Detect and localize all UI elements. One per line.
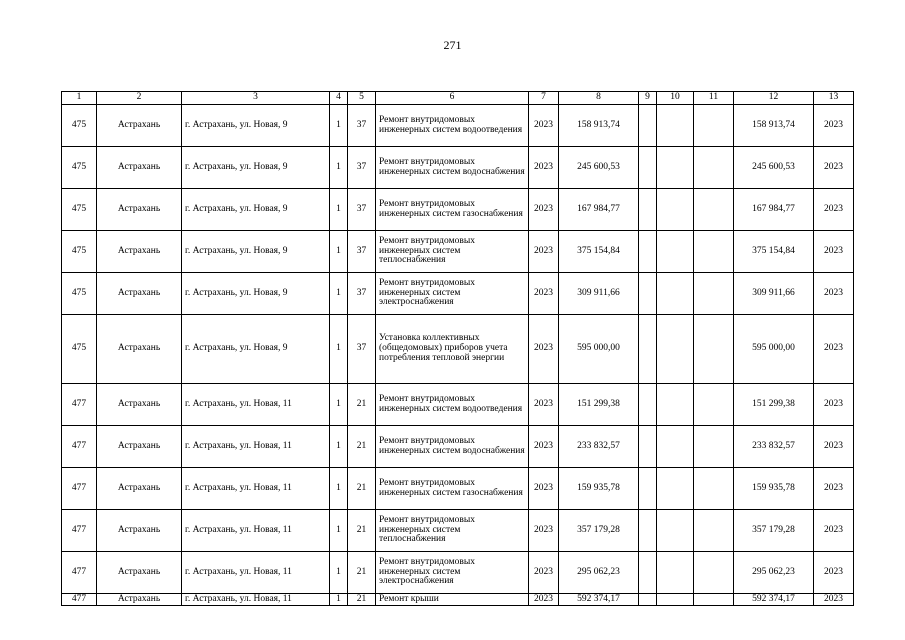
- work-type-cell: Ремонт внутридомовых инженерных систем теплоснабжения: [376, 231, 529, 273]
- work-type-cell: Ремонт внутридомовых инженерных систем газоснабжения: [376, 189, 529, 231]
- city-cell: Астрахань: [97, 384, 182, 426]
- total-cost-cell: 167 984,77: [734, 189, 814, 231]
- completion-year-cell: 2023: [814, 231, 854, 273]
- col9-cell: [639, 510, 657, 552]
- address-cell: г. Астрахань, ул. Новая, 11: [182, 510, 330, 552]
- row-number-cell: 477: [62, 594, 97, 606]
- column-header: 3: [182, 92, 330, 105]
- year-cell: 2023: [529, 147, 559, 189]
- total-cost-cell: 158 913,74: [734, 105, 814, 147]
- col11-cell: [694, 147, 734, 189]
- col5-cell: 37: [348, 273, 376, 315]
- completion-year-cell: 2023: [814, 552, 854, 594]
- address-cell: г. Астрахань, ул. Новая, 11: [182, 594, 330, 606]
- table-row: [62, 510, 854, 552]
- cost-cell: 158 913,74: [559, 105, 639, 147]
- col11-cell: [694, 384, 734, 426]
- table-row: [62, 594, 854, 606]
- col10-cell: [657, 468, 694, 510]
- cost-cell: 233 832,57: [559, 426, 639, 468]
- year-cell: 2023: [529, 189, 559, 231]
- row-number-cell: 477: [62, 552, 97, 594]
- row-number-cell: 475: [62, 231, 97, 273]
- col9-cell: [639, 273, 657, 315]
- col5-cell: 37: [348, 315, 376, 384]
- total-cost-cell: 233 832,57: [734, 426, 814, 468]
- column-header: 10: [657, 92, 694, 105]
- total-cost-cell: 595 000,00: [734, 315, 814, 384]
- column-header: 4: [330, 92, 348, 105]
- completion-year-cell: 2023: [814, 468, 854, 510]
- city-cell: Астрахань: [97, 273, 182, 315]
- address-cell: г. Астрахань, ул. Новая, 9: [182, 315, 330, 384]
- column-header: 11: [694, 92, 734, 105]
- table-row: [62, 273, 854, 315]
- column-header: 2: [97, 92, 182, 105]
- city-cell: Астрахань: [97, 426, 182, 468]
- column-header: 8: [559, 92, 639, 105]
- completion-year-cell: 2023: [814, 273, 854, 315]
- address-cell: г. Астрахань, ул. Новая, 9: [182, 189, 330, 231]
- table-row: [62, 384, 854, 426]
- row-number-cell: 477: [62, 384, 97, 426]
- completion-year-cell: 2023: [814, 189, 854, 231]
- cost-cell: 295 062,23: [559, 552, 639, 594]
- city-cell: Астрахань: [97, 189, 182, 231]
- total-cost-cell: 309 911,66: [734, 273, 814, 315]
- col10-cell: [657, 147, 694, 189]
- completion-year-cell: 2023: [814, 426, 854, 468]
- column-header: 1: [62, 92, 97, 105]
- col10-cell: [657, 552, 694, 594]
- total-cost-cell: 151 299,38: [734, 384, 814, 426]
- completion-year-cell: 2023: [814, 105, 854, 147]
- work-type-cell: Ремонт крыши: [376, 594, 529, 606]
- col11-cell: [694, 315, 734, 384]
- table-row: [62, 147, 854, 189]
- col11-cell: [694, 594, 734, 606]
- address-cell: г. Астрахань, ул. Новая, 11: [182, 468, 330, 510]
- page-number: 271: [443, 38, 462, 52]
- address-cell: г. Астрахань, ул. Новая, 11: [182, 552, 330, 594]
- cost-cell: 357 179,28: [559, 510, 639, 552]
- column-header: 12: [734, 92, 814, 105]
- column-header: 13: [814, 92, 854, 105]
- col4-cell: 1: [330, 510, 348, 552]
- col5-cell: 21: [348, 552, 376, 594]
- row-number-cell: 475: [62, 189, 97, 231]
- year-cell: 2023: [529, 594, 559, 606]
- row-number-cell: 477: [62, 510, 97, 552]
- work-type-cell: Ремонт внутридомовых инженерных систем водоотведения: [376, 384, 529, 426]
- table-body: [62, 105, 854, 606]
- cost-cell: 167 984,77: [559, 189, 639, 231]
- total-cost-cell: 245 600,53: [734, 147, 814, 189]
- col11-cell: [694, 468, 734, 510]
- col5-cell: 37: [348, 231, 376, 273]
- col9-cell: [639, 552, 657, 594]
- row-number-cell: 477: [62, 468, 97, 510]
- col9-cell: [639, 105, 657, 147]
- col10-cell: [657, 594, 694, 606]
- column-header: 7: [529, 92, 559, 105]
- col11-cell: [694, 426, 734, 468]
- cost-cell: 151 299,38: [559, 384, 639, 426]
- cost-cell: 245 600,53: [559, 147, 639, 189]
- cost-cell: 159 935,78: [559, 468, 639, 510]
- work-type-cell: Ремонт внутридомовых инженерных систем водоотведения: [376, 105, 529, 147]
- cost-cell: 309 911,66: [559, 273, 639, 315]
- completion-year-cell: 2023: [814, 510, 854, 552]
- city-cell: Астрахань: [97, 510, 182, 552]
- col11-cell: [694, 510, 734, 552]
- column-header: 9: [639, 92, 657, 105]
- row-number-cell: 475: [62, 105, 97, 147]
- work-type-cell: Ремонт внутридомовых инженерных систем газоснабжения: [376, 468, 529, 510]
- col5-cell: 21: [348, 426, 376, 468]
- col10-cell: [657, 384, 694, 426]
- col9-cell: [639, 147, 657, 189]
- year-cell: 2023: [529, 231, 559, 273]
- col10-cell: [657, 105, 694, 147]
- col5-cell: 37: [348, 147, 376, 189]
- address-cell: г. Астрахань, ул. Новая, 11: [182, 426, 330, 468]
- total-cost-cell: 159 935,78: [734, 468, 814, 510]
- cost-cell: 595 000,00: [559, 315, 639, 384]
- city-cell: Астрахань: [97, 552, 182, 594]
- col10-cell: [657, 273, 694, 315]
- col5-cell: 37: [348, 189, 376, 231]
- col11-cell: [694, 105, 734, 147]
- year-cell: 2023: [529, 273, 559, 315]
- total-cost-cell: 357 179,28: [734, 510, 814, 552]
- col9-cell: [639, 384, 657, 426]
- work-type-cell: Ремонт внутридомовых инженерных систем электроснабжения: [376, 273, 529, 315]
- row-number-cell: 475: [62, 147, 97, 189]
- address-cell: г. Астрахань, ул. Новая, 11: [182, 384, 330, 426]
- table-row: [62, 468, 854, 510]
- table-row: [62, 231, 854, 273]
- col9-cell: [639, 315, 657, 384]
- table-row: [62, 315, 854, 384]
- col4-cell: 1: [330, 189, 348, 231]
- city-cell: Астрахань: [97, 231, 182, 273]
- col4-cell: 1: [330, 147, 348, 189]
- address-cell: г. Астрахань, ул. Новая, 9: [182, 231, 330, 273]
- address-cell: г. Астрахань, ул. Новая, 9: [182, 273, 330, 315]
- col9-cell: [639, 594, 657, 606]
- row-number-cell: 475: [62, 315, 97, 384]
- col4-cell: 1: [330, 594, 348, 606]
- col4-cell: 1: [330, 384, 348, 426]
- col10-cell: [657, 426, 694, 468]
- col4-cell: 1: [330, 468, 348, 510]
- col5-cell: 21: [348, 594, 376, 606]
- col4-cell: 1: [330, 231, 348, 273]
- work-type-cell: Установка коллективных (общедомовых) приборов учета потребления тепловой энергии: [376, 315, 529, 384]
- year-cell: 2023: [529, 315, 559, 384]
- col4-cell: 1: [330, 273, 348, 315]
- col9-cell: [639, 189, 657, 231]
- work-type-cell: Ремонт внутридомовых инженерных систем электроснабжения: [376, 552, 529, 594]
- city-cell: Астрахань: [97, 594, 182, 606]
- city-cell: Астрахань: [97, 105, 182, 147]
- work-type-cell: Ремонт внутридомовых инженерных систем теплоснабжения: [376, 510, 529, 552]
- city-cell: Астрахань: [97, 315, 182, 384]
- table-row: [62, 105, 854, 147]
- col9-cell: [639, 468, 657, 510]
- year-cell: 2023: [529, 426, 559, 468]
- year-cell: 2023: [529, 105, 559, 147]
- row-number-cell: 475: [62, 273, 97, 315]
- column-header: 6: [376, 92, 529, 105]
- work-type-cell: Ремонт внутридомовых инженерных систем водоснабжения: [376, 147, 529, 189]
- completion-year-cell: 2023: [814, 384, 854, 426]
- col10-cell: [657, 315, 694, 384]
- cost-cell: 375 154,84: [559, 231, 639, 273]
- completion-year-cell: 2023: [814, 315, 854, 384]
- address-cell: г. Астрахань, ул. Новая, 9: [182, 147, 330, 189]
- year-cell: 2023: [529, 384, 559, 426]
- column-header: 5: [348, 92, 376, 105]
- table-row: [62, 552, 854, 594]
- total-cost-cell: 295 062,23: [734, 552, 814, 594]
- cost-cell: 592 374,17: [559, 594, 639, 606]
- address-cell: г. Астрахань, ул. Новая, 9: [182, 105, 330, 147]
- city-cell: Астрахань: [97, 147, 182, 189]
- col5-cell: 21: [348, 468, 376, 510]
- col4-cell: 1: [330, 552, 348, 594]
- table-row: [62, 426, 854, 468]
- header-row: [62, 92, 854, 105]
- col11-cell: [694, 189, 734, 231]
- col11-cell: [694, 273, 734, 315]
- completion-year-cell: 2023: [814, 147, 854, 189]
- completion-year-cell: 2023: [814, 594, 854, 606]
- col10-cell: [657, 510, 694, 552]
- work-type-cell: Ремонт внутридомовых инженерных систем водоснабжения: [376, 426, 529, 468]
- total-cost-cell: 592 374,17: [734, 594, 814, 606]
- col10-cell: [657, 189, 694, 231]
- year-cell: 2023: [529, 552, 559, 594]
- col5-cell: 21: [348, 384, 376, 426]
- col11-cell: [694, 552, 734, 594]
- col9-cell: [639, 231, 657, 273]
- city-cell: Астрахань: [97, 468, 182, 510]
- year-cell: 2023: [529, 468, 559, 510]
- row-number-cell: 477: [62, 426, 97, 468]
- col4-cell: 1: [330, 105, 348, 147]
- registry-table: [61, 91, 854, 606]
- col9-cell: [639, 426, 657, 468]
- col4-cell: 1: [330, 315, 348, 384]
- col5-cell: 21: [348, 510, 376, 552]
- year-cell: 2023: [529, 510, 559, 552]
- col5-cell: 37: [348, 105, 376, 147]
- total-cost-cell: 375 154,84: [734, 231, 814, 273]
- col10-cell: [657, 231, 694, 273]
- table-row: [62, 189, 854, 231]
- col4-cell: 1: [330, 426, 348, 468]
- col11-cell: [694, 231, 734, 273]
